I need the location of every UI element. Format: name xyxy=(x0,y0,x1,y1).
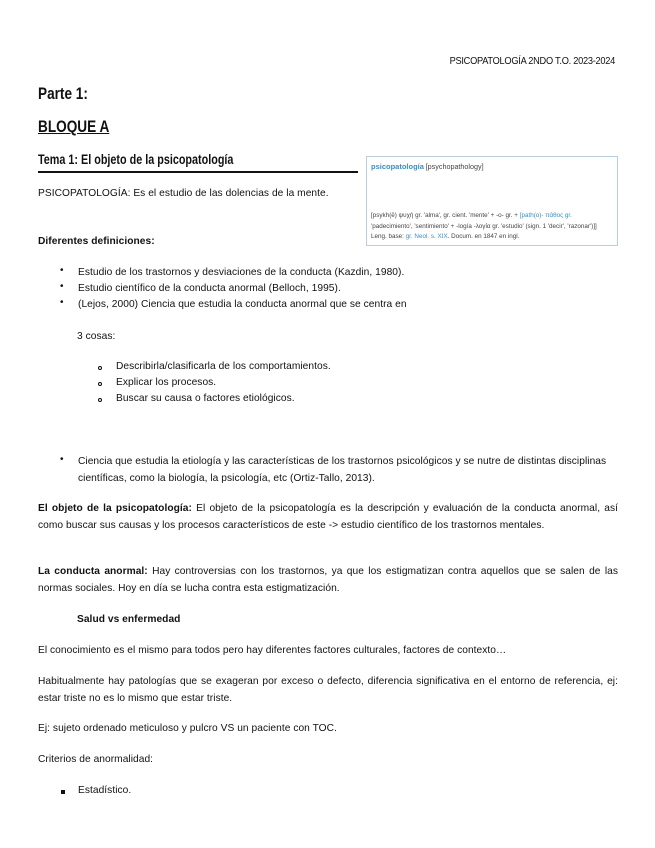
bullet-icon: • xyxy=(60,454,64,465)
dictionary-etymology xyxy=(371,211,613,243)
definitions-heading: Diferentes definiciones: xyxy=(38,236,155,247)
block-title: BLOQUE A xyxy=(38,117,110,136)
three-things-label: 3 cosas: xyxy=(77,331,116,342)
etym-line-2: 'padecimiento', 'sentimiento' + -logía -λογία gr. 'estudio' (sign. 1 'decir', 'razonar')]] xyxy=(371,222,597,230)
habitualmente-paragraph: Habitualmente hay patologías que se exageran por exceso o defecto, diferencia significativa en el entorno de referencia, ej: estar triste no es lo mismo que estar triste. xyxy=(38,676,618,704)
conducta-label: La conducta anormal: xyxy=(38,566,148,577)
etym-line-3: Leng. base: xyxy=(371,233,406,240)
list-item: Ciencia que estudia la etiología y las características de los trastornos psicológicos y se nutre de distintas disciplinas científicas, como la biología, la psicología, etc (Ortiz-Tallo, 2013). xyxy=(78,456,607,484)
bullet-icon: • xyxy=(60,281,64,292)
circle-bullet-icon xyxy=(98,366,102,370)
conocimiento-paragraph: El conocimiento es el mismo para todos pero hay diferentes factores culturales, factores de contexto… xyxy=(38,645,507,656)
conducta-text: Hay controversias con los trastornos, ya que los estigmatizan contra aquellos que se salen de las normas sociales. Hoy en día se lucha contra esta estigmatización. xyxy=(38,566,618,594)
topic-underline xyxy=(38,171,358,173)
dictionary-term: psicopatología xyxy=(371,162,424,171)
etym-line-3-end: . Docum. en 1847 en ingl. xyxy=(447,233,520,240)
dictionary-translation: [psychopathology] xyxy=(425,162,484,171)
circle-bullet-icon xyxy=(98,382,102,386)
dictionary-box xyxy=(366,156,618,246)
sub-list-item: Buscar su causa o factores etiológicos. xyxy=(116,393,295,404)
bullet-icon: • xyxy=(60,265,64,276)
conducta-paragraph xyxy=(38,564,618,597)
bullet-icon: • xyxy=(60,297,64,308)
objeto-text: El objeto de la psicopatología es la descripción y evaluación de la conducta anormal, así como buscar sus causas y los procesos característicos de este -> estudio científico de los trastornos mentales. xyxy=(38,503,618,531)
sub-list-item: Describirla/clasificarla de los comportamientos. xyxy=(116,361,331,372)
definition-paragraph: PSICOPATOLOGÍA: Es el estudio de las dolencias de la mente. xyxy=(38,188,329,199)
example-paragraph: Ej: sujeto ordenado meticuloso y pulcro VS un paciente con TOC. xyxy=(38,723,337,734)
etym-line-1: [psykh(ē) ψυχή gr. 'alma', gr. cient. 'mente' + -o- gr. + xyxy=(371,212,520,219)
criteria-item: Estadístico. xyxy=(78,785,132,796)
page-header: PSICOPATOLOGÍA 2NDO T.O. 2023-2024 xyxy=(449,55,615,67)
list-item: (Lejos, 2000) Ciencia que estudia la conducta anormal que se centra en xyxy=(78,299,407,310)
list-item: Estudio científico de la conducta anormal (Belloch, 1995). xyxy=(78,283,341,294)
square-bullet-icon xyxy=(61,790,65,794)
sub-list-item: Explicar los procesos. xyxy=(116,377,217,388)
etym-line-3-link: gr. Neol. s. XIX xyxy=(405,233,448,240)
topic-title: Tema 1: El objeto de la psicopatología xyxy=(38,152,234,167)
etym-line-1-link: [path(o)- πάθος gr. xyxy=(519,212,572,219)
section-title: Parte 1: xyxy=(38,84,88,103)
criteria-heading: Criterios de anormalidad: xyxy=(38,754,154,765)
salud-heading: Salud vs enfermedad xyxy=(77,614,181,625)
objeto-label: El objeto de la psicopatología: xyxy=(38,503,192,514)
list-item: Estudio de los trastornos y desviaciones de la conducta (Kazdin, 1980). xyxy=(78,267,405,278)
circle-bullet-icon xyxy=(98,398,102,402)
objeto-paragraph xyxy=(38,501,618,534)
